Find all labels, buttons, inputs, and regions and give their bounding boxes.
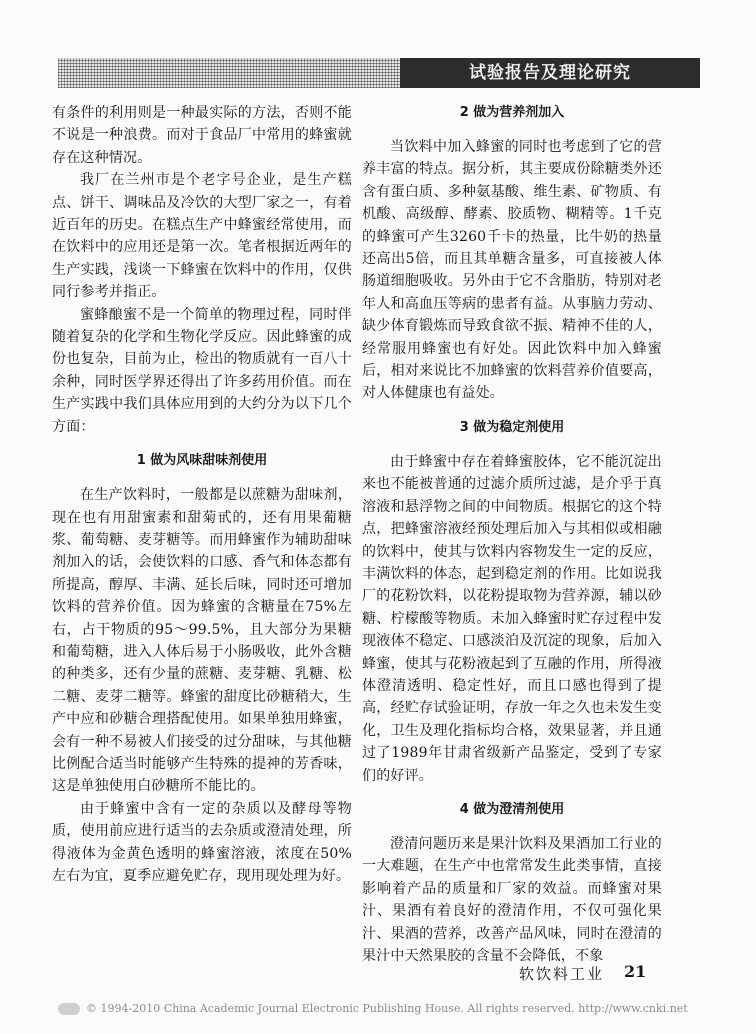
copyright-line: [58, 1002, 698, 1015]
paragraph: 澄清问题历来是果汁饮料及果酒加工行业的一大难题，在生产中也常常发生此类事情，直接影响着产品的质量和厂家的效益。而蜂蜜对果汁、果酒有着良好的澄清作用，不仅可强化果汁、果酒的营养，改善产品风味，同时在澄清的果汁中天然果胶的含量不会降低，不象: [362, 835, 662, 964]
right-column: [362, 102, 662, 967]
copyright-text: © 1994-2010 China Academic Journal Electronic Publishing House. All rights reserved. http://www.cnki.net: [86, 1002, 688, 1015]
paragraph: 有条件的利用则是一种最实际的方法，否则不能不说是一种浪费。而对于食品厂中常用的蜂蜜就存在这种情况。: [52, 105, 352, 166]
paragraph: 蜜蜂酿蜜不是一个简单的物理过程，同时伴随着复杂的化学和生物化学反应。因此蜂蜜的成份也复杂，目前为止，检出的物质就有一百八十余种，同时医学界还得出了许多药用价值。而在生产实践中我们具体应用到的大约分为以下几个方面：: [52, 306, 352, 435]
publisher-logo-icon: [58, 1003, 80, 1015]
section-heading: 1 做为风味甜味剂使用: [136, 453, 268, 469]
section-title: 试验报告及理论研究: [400, 58, 700, 88]
paragraph: 在生产饮料时，一般都是以蔗糖为甜味剂，现在也有用甜蜜素和甜菊甙的，还有用果葡糖浆、葡萄糖、麦芽糖等。而用蜂蜜作为辅助甜味剂加入的话，会使饮料的口感、香气和体态都有所提高，醇厚、丰满、延长后味，同时还可增加饮料的营养价值。因为蜂蜜的含糖量在75%左右，占干物质的95～99.5%，且大部分为果糖和葡萄糖，进入人体后易于小肠吸收，此外含糖的种类多，还有少量的蔗糖、麦芽糖、乳糖、松二糖、麦芽二糖等。蜂蜜的甜度比砂糖稍大，生产中应和砂糖合理搭配使用。如果单独用蜂蜜，会有一种不易被人们接受的过分甜味，与其他糖比例配合适当时能够产生特殊的提神的芳香味，这是单独使用白砂糖所不能比的。: [52, 487, 352, 795]
paragraph: 由于蜂蜜中含有一定的杂质以及酵母等物质，使用前应进行适当的去杂质或澄清处理，所得液体为金黄色透明的蜂蜜溶液，浓度在50%左右为宜，夏季应避免贮存，现用现处理为好。: [52, 800, 352, 884]
section-heading: 2 做为营养剂加入: [459, 105, 565, 120]
journal-name: 软饮料工业: [519, 965, 605, 983]
section-heading: 3 做为稳定剂使用: [459, 419, 565, 435]
page-number: 21: [624, 962, 647, 981]
section-heading: 4 做为澄清剂使用: [459, 801, 565, 817]
paragraph: 由于蜂蜜中存在着蜂蜜胶体，它不能沉淀出来也不能被普通的过滤介质所过滤，是介乎于真溶液和悬浮物之间的中间物质。根据它的这个特点，把蜂蜜溶液经预处理后加入与其相似或相融的饮料中，使其与饮料内容物发生一定的反应，丰满饮料的体态，起到稳定剂的作用。比如说我厂的花粉饮料，以花粉提取物为营养源，辅以砂糖、柠檬酸等物质。未加入蜂蜜时贮存过程中发现液体不稳定、口感淡泊及沉淀的现象，后加入蜂蜜，使其与花粉液起到了互融的作用，所得液体澄清透明、稳定性好，而且口感也得到了提高，经贮存试验证明，存放一年之久也未发生变化，卫生及理化指标均合格，效果显著，并且通过了1989年甘肃省级新产品鉴定，受到了专家们的好评。: [362, 453, 662, 784]
header-band: [58, 58, 700, 88]
paragraph: 当饮料中加入蜂蜜的同时也考虑到了它的营养丰富的特点。据分析，其主要成份除糖类外还含有蛋白质、多种氨基酸、维生素、矿物质、有机酸、高级醇、酵素、胶质物、糊精等。1千克的蜂蜜可产生3260千卡的热量，比牛奶的热量还高出5倍，而且其单糖含量多，可直接被人体肠道细胞吸收。另外由于它不含脂肪，特别对老年人和高血压等病的患者有益。从事脑力劳动、缺少体育锻炼而导致食欲不振、精神不佳的人，经常服用蜂蜜也有好处。因此饮料中加入蜂蜜后，相对来说比不加蜂蜜的饮料营养价值要高，对人体健康也有益处。: [362, 139, 662, 402]
left-column: [52, 102, 352, 887]
paragraph: 我厂在兰州市是个老字号企业，是生产糕点、饼干、调味品及冷饮的大型厂家之一，有着近百年的历史。在糕点生产中蜂蜜经常使用，而在饮料中的应用还是第一次。笔者根据近两年的生产实践，浅谈一下蜂蜜在饮料中的作用，仅供同行参考并指正。: [52, 172, 352, 301]
